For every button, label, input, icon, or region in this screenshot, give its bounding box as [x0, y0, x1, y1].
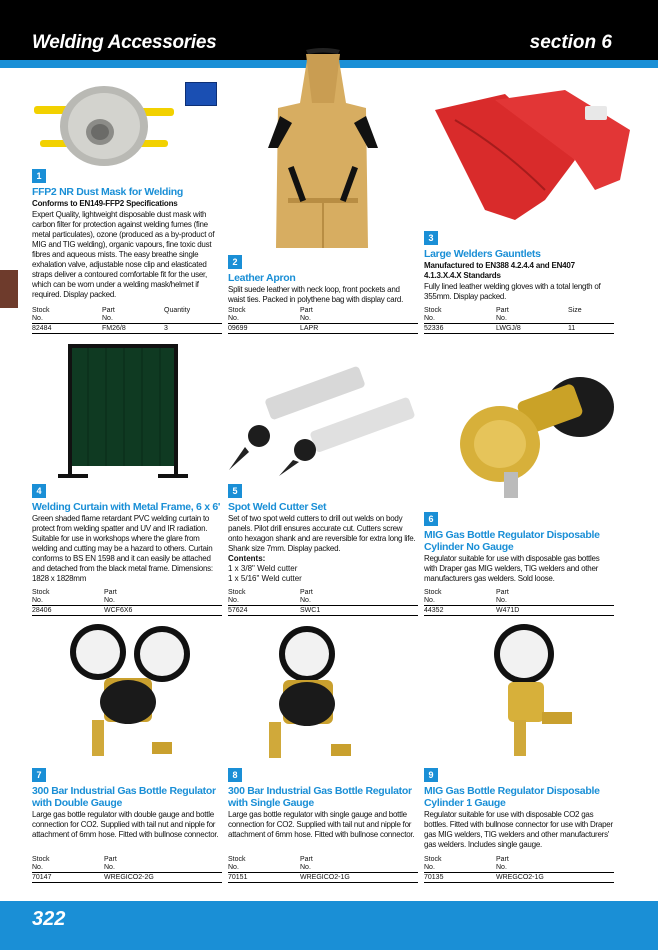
product-1 — [32, 166, 222, 300]
stock-header: Stock — [32, 307, 50, 314]
stock-no: 70147 — [32, 873, 104, 883]
product-standard: Conforms to EN149-FFP2 Specifications — [32, 199, 178, 208]
contents-label: Contents: — [228, 554, 266, 563]
stock-no: 70135 — [424, 873, 496, 883]
product-6 — [424, 509, 614, 584]
product-number-badge: 5 — [228, 484, 242, 498]
stock-no: 52336 — [424, 324, 496, 334]
product-title: FFP2 NR Dust Mask for Welding — [32, 186, 183, 198]
product-title: Leather Apron — [228, 272, 296, 284]
part-no: WCF6X6 — [104, 606, 222, 616]
size: 11 — [568, 324, 614, 334]
product-number-badge: 2 — [228, 255, 242, 269]
gauntlets-image — [425, 90, 635, 230]
spot-weld-cutter-image — [225, 352, 430, 477]
regulator-single-gauge-image — [255, 622, 365, 762]
stock-table-9: Stock No. Part No. 70135 WREGCO2-1G — [424, 856, 614, 883]
product-description: Regulator suitable for use with disposable gas bottles with Draper gas MIG welders, TIG welders and other manufacturers gas welders. Sold loose. — [424, 554, 600, 583]
mig-regulator-no-gauge-image — [430, 372, 630, 502]
product-4 — [32, 481, 222, 584]
stock-table-6: Stock No. Part No. 44352 W471D — [424, 589, 614, 616]
product-number-badge: 8 — [228, 768, 242, 782]
part-no: LWGJ/8 — [496, 324, 568, 334]
product-description: Expert Quality, lightweight disposable dust mask with carbon filter for protection against welding fumes (fine metal particulates), ozone (produced as a by-product of MIG and TIG welding), organic vapours, fine toxic dust fibres and aqueous mists. The easy breathe single exhalation valve, adjustable nose clip and elasticated straps deliver a contoured comfortable fit for the user, which can be worn under a welding mask/helmet if required. Display packed. — [32, 210, 215, 299]
stock-table-7: Stock No. Part No. 70147 WREGICO2-2G — [32, 856, 222, 883]
product-title: 300 Bar Industrial Gas Bottle Regulator with Single Gauge — [228, 785, 412, 809]
draper-expert-logo — [185, 82, 217, 106]
product-number-badge: 3 — [424, 231, 438, 245]
product-number-badge: 6 — [424, 512, 438, 526]
product-title: Large Welders Gauntlets — [424, 248, 541, 260]
part-no: FM26/8 — [102, 324, 164, 334]
section-label: section 6 — [529, 32, 612, 53]
product-description: Large gas bottle regulator with single gauge and bottle connection for CO2. Supplied with tail nut and nipple for attachment of 6mm hose. Fitted with bullnose connector. — [228, 810, 415, 839]
part-no: WREGICO2-2G — [104, 873, 222, 883]
stock-no: 28406 — [32, 606, 104, 616]
stock-table-1 — [32, 307, 222, 334]
stock-table-5: Stock No. Part No. 57624 SWC1 — [228, 589, 418, 616]
part-header: Part — [102, 307, 115, 314]
section-side-tab — [0, 270, 18, 308]
stock-no: 44352 — [424, 606, 496, 616]
part-no: LAPR — [300, 324, 418, 334]
product-title: Welding Curtain with Metal Frame, 6 x 6' — [32, 501, 221, 513]
product-description: Fully lined leather welding gloves with a total length of 355mm. Display packed. — [424, 282, 601, 301]
stock-table-4: Stock No. Part No. 28406 WCF6X6 — [32, 589, 222, 616]
stock-no: 82484 — [32, 324, 102, 334]
welding-curtain-image — [58, 344, 188, 480]
size-header: Size — [568, 307, 582, 314]
product-description: Set of two spot weld cutters to drill out welds on body panels. Pilot drill ensures accurate cut. Cutters screw onto hexagon shank and are reversible for extra long life. Shank size 7mm. Display packed. — [228, 514, 416, 553]
product-description: Large gas bottle regulator with double gauge and bottle connection for CO2. Supplied with tail nut and nipple for attachment of 6mm hose. Fitted with bullnose connector. — [32, 810, 219, 839]
page-footer — [0, 901, 658, 950]
contents-item: 1 x 3/8" Weld cutter — [228, 564, 298, 573]
part-no: WREGICO2-1G — [300, 873, 418, 883]
product-description: Split suede leather with neck loop, front pockets and waist ties. Packed in polythene bag with display card. — [228, 285, 404, 304]
stock-table-2: Stock No. Part No. 09699 LAPR — [228, 307, 418, 334]
product-3 — [424, 228, 614, 302]
stock-table-3: Stock No. Part No. Size 52336 LWGJ/8 11 — [424, 307, 614, 334]
product-number-badge: 4 — [32, 484, 46, 498]
regulator-double-gauge-image — [62, 622, 197, 762]
part-no: WREGCO2-1G — [496, 873, 614, 883]
stock-no: 09699 — [228, 324, 300, 334]
product-title: 300 Bar Industrial Gas Bottle Regulator with Double Gauge — [32, 785, 216, 809]
part-header-no: No. — [102, 315, 113, 322]
stock-header-no: No. — [32, 315, 43, 322]
product-9 — [424, 765, 614, 850]
product-title: Spot Weld Cutter Set — [228, 501, 327, 513]
product-5 — [228, 481, 418, 584]
stock-table-8: Stock No. Part No. 70151 WREGICO2-1G — [228, 856, 418, 883]
leather-apron-image — [268, 48, 378, 253]
product-7 — [32, 765, 222, 840]
quantity-header: Quantity — [164, 307, 191, 314]
product-title: MIG Gas Bottle Regulator Disposable Cylinder No Gauge — [424, 529, 600, 553]
part-no: SWC1 — [300, 606, 418, 616]
stock-no: 57624 — [228, 606, 300, 616]
dust-mask-image — [34, 78, 174, 170]
product-contents — [228, 554, 418, 584]
quantity: 3 — [164, 324, 222, 334]
stock-no: 70151 — [228, 873, 300, 883]
product-number-badge: 9 — [424, 768, 438, 782]
product-2 — [228, 252, 418, 305]
part-no: W471D — [496, 606, 614, 616]
contents-item: 1 x 5/16" Weld cutter — [228, 574, 302, 583]
page-title: Welding Accessories — [32, 32, 217, 53]
product-description: Green shaded flame retardant PVC welding curtain to protect from welding spatter and UV and IR radiation. Suitable for use in workshops where the glare from welding and cutting may be a hazard to others. Curtain conforms to BS EN 1598 and it can easily be attached and detached from the black metal frame. Dimensions: 1828 x 1828mm — [32, 514, 213, 583]
product-number-badge: 1 — [32, 169, 46, 183]
page-number: 322 — [32, 908, 66, 930]
product-number-badge: 7 — [32, 768, 46, 782]
product-description: Regulator suitable for use with disposable CO2 gas bottles. Fitted with bullnose connector for use with Draper gas MIG welders, TIG welders and other manufacturers' gas welders. Includes single gauge. — [424, 810, 613, 849]
product-standard: Manufactured to EN388 4.2.4.4 and EN407 4.1.3.X.4.X Standards — [424, 261, 575, 280]
mig-regulator-1-gauge-image — [478, 622, 588, 762]
product-8 — [228, 765, 418, 840]
product-title: MIG Gas Bottle Regulator Disposable Cylinder 1 Gauge — [424, 785, 600, 809]
